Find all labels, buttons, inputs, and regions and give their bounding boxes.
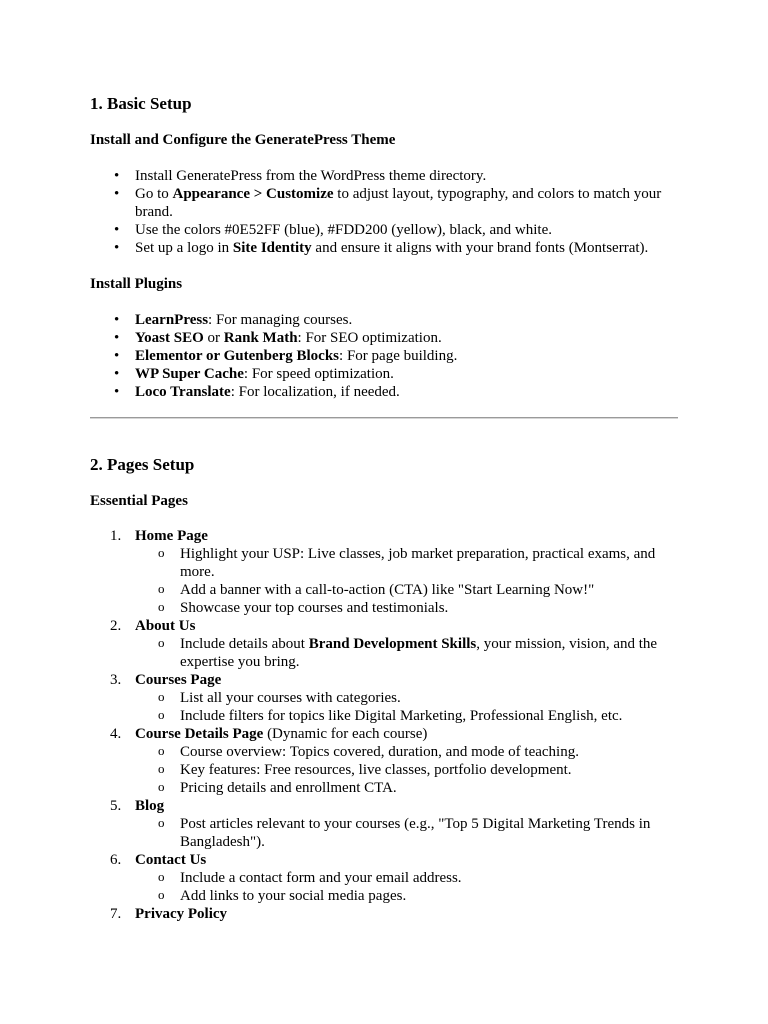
sub-item: [135, 689, 680, 707]
page-sub-list: [135, 869, 680, 905]
plugin-name: LearnPress: [135, 312, 209, 328]
plugin-name: Loco Translate: [135, 384, 231, 400]
page-title: Course Details Page: [135, 726, 264, 742]
text: : For speed optimization.: [243, 366, 394, 382]
bold-text: Site Identity: [232, 240, 312, 256]
section-heading-pages-setup: 2. Pages Setup: [90, 455, 195, 474]
page-item: [90, 671, 680, 725]
plugin-item: [90, 329, 680, 347]
circle-bullet-icon: o: [158, 599, 165, 614]
plugin-name: WP Super Cache: [135, 366, 244, 382]
page-title: Courses Page: [135, 672, 222, 688]
subheading-essential-pages: Essential Pages: [90, 493, 188, 509]
text: : For localization, if needed.: [230, 384, 400, 400]
circle-bullet-icon: o: [158, 545, 165, 560]
page-item: [90, 527, 680, 617]
sub-item: [135, 599, 680, 617]
page-title: Privacy Policy: [135, 906, 228, 922]
sub-item: [135, 707, 680, 725]
text: Set up a logo in: [135, 240, 233, 256]
circle-bullet-icon: o: [158, 761, 165, 776]
bold-text: Brand Development Skills: [308, 636, 477, 652]
page-sub-list: [135, 743, 680, 797]
sub-item: [135, 761, 680, 779]
page-sub-list: [135, 635, 680, 671]
text: Add links to your social media pages.: [180, 888, 407, 904]
plugin-name: Elementor or Gutenberg Blocks: [135, 348, 340, 364]
theme-steps-list: [90, 167, 680, 257]
circle-bullet-icon: o: [158, 779, 165, 794]
page-title: Home Page: [135, 528, 208, 544]
text: Add a banner with a call-to-action (CTA) like "Start Learning Now!": [180, 582, 595, 598]
text: Key features: Free resources, live classes, portfolio development.: [180, 762, 572, 778]
text: Pricing details and enrollment CTA.: [180, 780, 397, 796]
page-sub-list: [135, 689, 680, 725]
text: Post articles relevant to your courses (e.g., "Top 5 Digital Marketing Trends in Bangladesh").: [180, 816, 651, 850]
subheading-install-theme: Install and Configure the GeneratePress Theme: [90, 132, 396, 148]
page-note: (Dynamic for each course): [263, 726, 428, 742]
plugins-list: [90, 311, 680, 401]
page-item: [90, 797, 680, 851]
text: Install GeneratePress from the WordPress theme directory.: [135, 168, 487, 184]
text: : For SEO optimization.: [297, 330, 442, 346]
horizontal-divider: [90, 417, 678, 419]
text: List all your courses with categories.: [180, 690, 401, 706]
list-number: 3.: [110, 672, 122, 688]
essential-pages-list: [90, 527, 680, 923]
page-sub-list: [135, 815, 680, 851]
list-number: 7.: [110, 906, 122, 922]
circle-bullet-icon: o: [158, 869, 165, 884]
text: Highlight your USP: Live classes, job market preparation, practical exams, and more.: [180, 546, 656, 580]
plugin-item: [90, 347, 680, 365]
page-title: Blog: [135, 798, 165, 814]
page-sub-list: [135, 545, 680, 617]
text: Include filters for topics like Digital Marketing, Professional English, etc.: [180, 708, 623, 724]
text: Include details about: [180, 636, 309, 652]
circle-bullet-icon: o: [158, 707, 165, 722]
plugin-item: [90, 383, 680, 401]
page-item: [90, 617, 680, 671]
text: or: [203, 330, 224, 346]
sub-item: [135, 779, 680, 797]
list-number: 4.: [110, 726, 122, 742]
list-number: 6.: [110, 852, 122, 868]
text: and ensure it aligns with your brand fonts (Montserrat).: [311, 240, 649, 256]
circle-bullet-icon: o: [158, 815, 165, 830]
sub-item: [135, 815, 680, 851]
sub-item: [135, 635, 680, 671]
sub-item: [135, 743, 680, 761]
list-number: 1.: [110, 528, 122, 544]
text: Showcase your top courses and testimonials.: [180, 600, 449, 616]
plugin-item: [90, 311, 680, 329]
text: Use the colors #0E52FF (blue), #FDD200 (yellow), black, and white.: [135, 222, 553, 238]
page-item: [90, 905, 680, 923]
text: , your mission, vision, and the expertise you bring.: [180, 636, 658, 670]
plugin-name: Yoast SEO: [135, 330, 204, 346]
circle-bullet-icon: o: [158, 635, 165, 650]
text: Go to: [135, 186, 173, 202]
circle-bullet-icon: o: [158, 887, 165, 902]
plugin-name: Rank Math: [223, 330, 298, 346]
page-title: About Us: [135, 618, 196, 634]
list-item: [90, 185, 680, 221]
sub-item: [135, 887, 680, 905]
sub-item: [135, 581, 680, 599]
list-number: 5.: [110, 798, 122, 814]
page-title: Contact Us: [135, 852, 207, 868]
list-item: [90, 221, 680, 239]
text: Course overview: Topics covered, duration, and mode of teaching.: [180, 744, 579, 760]
page-item: [90, 851, 680, 905]
section-heading-basic-setup: 1. Basic Setup: [90, 94, 192, 113]
plugin-item: [90, 365, 680, 383]
text: : For page building.: [339, 348, 458, 364]
circle-bullet-icon: o: [158, 581, 165, 596]
list-item: [90, 239, 680, 257]
text: to adjust layout, typography, and colors to match your brand.: [135, 186, 662, 220]
text: : For managing courses.: [208, 312, 353, 328]
list-number: 2.: [110, 618, 122, 634]
bold-text: Appearance > Customize: [172, 186, 334, 202]
text: Include a contact form and your email address.: [180, 870, 462, 886]
circle-bullet-icon: o: [158, 689, 165, 704]
sub-item: [135, 869, 680, 887]
list-item: [90, 167, 680, 185]
subheading-install-plugins: Install Plugins: [90, 276, 183, 292]
page-item: [90, 725, 680, 797]
circle-bullet-icon: o: [158, 743, 165, 758]
sub-item: [135, 545, 680, 581]
